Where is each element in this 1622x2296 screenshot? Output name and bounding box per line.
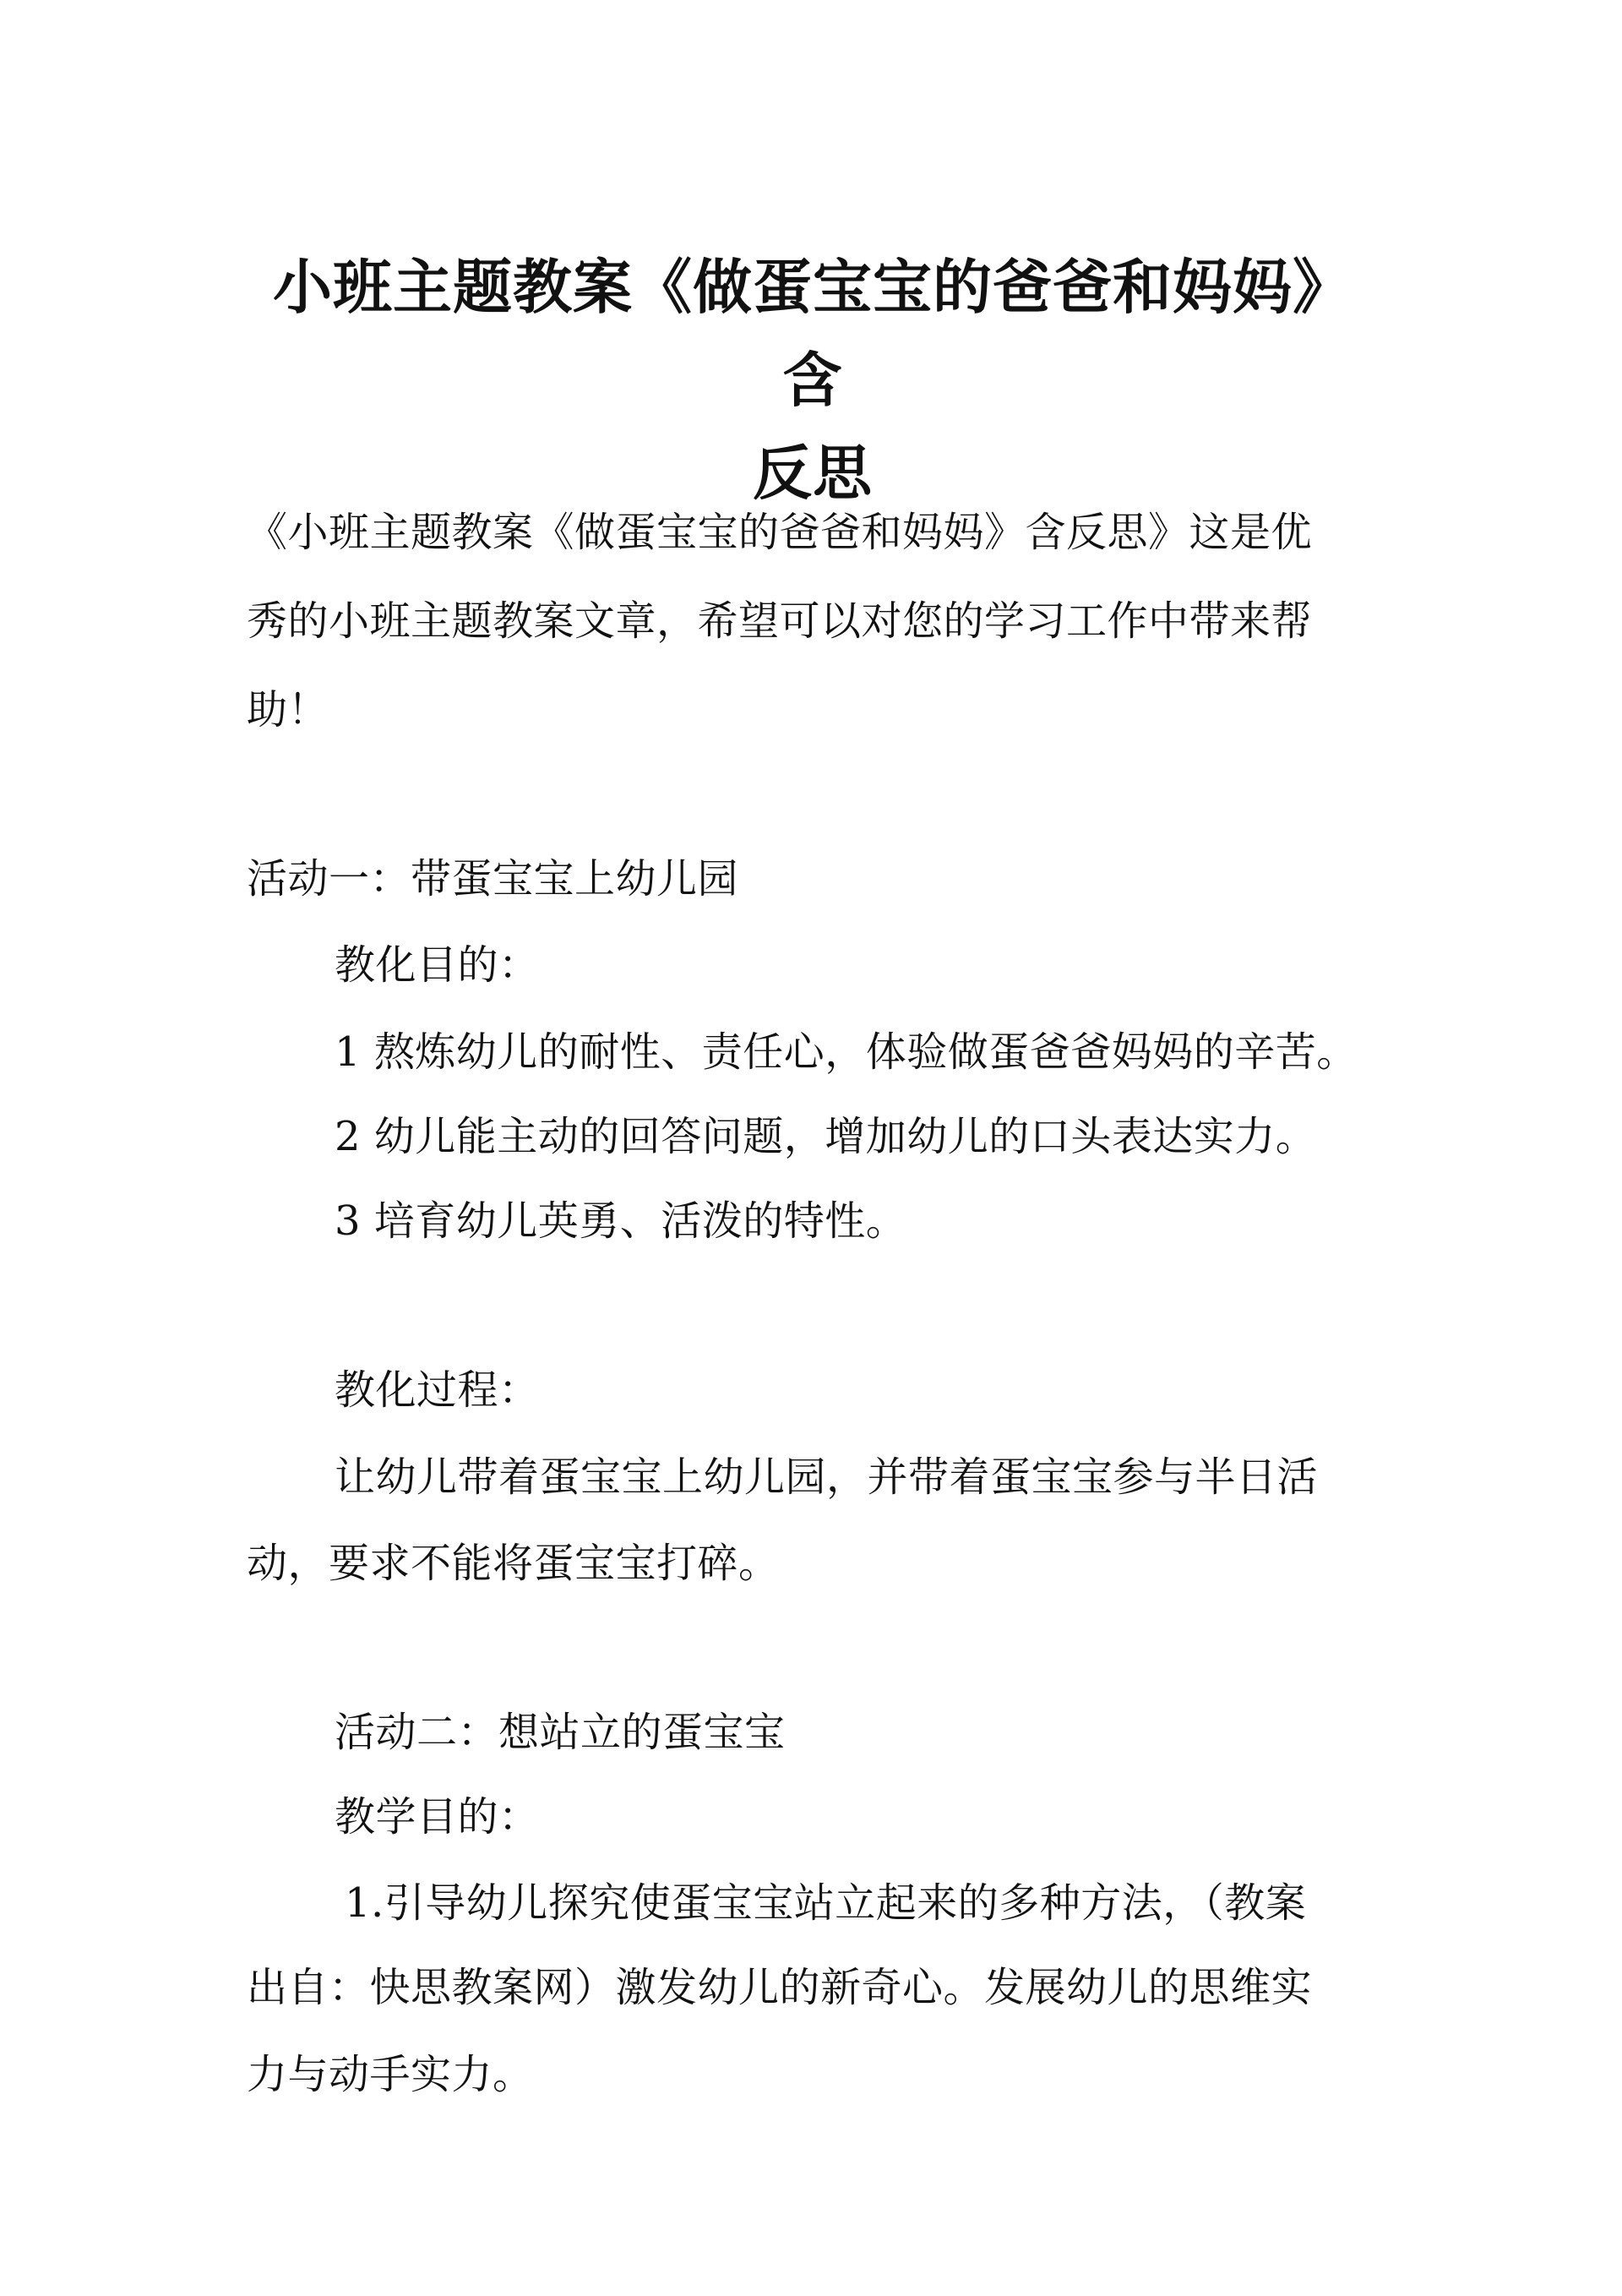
intro-line-1: 《小班主题教案《做蛋宝宝的爸爸和妈妈》含反思》这是优 xyxy=(247,509,1313,556)
intro-line-2: 秀的小班主题教案文章，希望可以对您的学习工作中带来帮 xyxy=(247,597,1313,645)
activity1-goal-3: 3 培育幼儿英勇、活泼的特性。 xyxy=(335,1197,907,1245)
activity2-goal-line-1: 1.引导幼儿探究使蛋宝宝站立起来的多种方法，（教案 xyxy=(345,1879,1307,1927)
title-line-1: 小班主题教案《做蛋宝宝的爸爸和妈妈》含 xyxy=(273,252,1353,415)
activity2-goals-label: 教学目的： xyxy=(335,1793,540,1841)
intro-line-3: 助！ xyxy=(247,686,329,734)
activity1-process-line-2: 动，要求不能将蛋宝宝打碎。 xyxy=(247,1540,780,1587)
activity2-goal-line-2: 出自：快思教案网）激发幼儿的新奇心。发展幼儿的思维实 xyxy=(247,1964,1313,2011)
activity1-goal-2: 2 幼儿能主动的回答问题，增加幼儿的口头表达实力。 xyxy=(335,1113,1317,1160)
activity2-goal-line-3: 力与动手实力。 xyxy=(247,2051,534,2098)
activity1-process-label: 教化过程： xyxy=(335,1366,540,1414)
activity2-heading: 活动二：想站立的蛋宝宝 xyxy=(335,1709,786,1756)
activity1-heading: 活动一：带蛋宝宝上幼儿园 xyxy=(247,855,739,903)
activity1-goals-label: 教化目的： xyxy=(335,941,540,989)
activity1-goal-1: 1 熬炼幼儿的耐性、责任心，体验做蛋爸爸妈妈的辛苦。 xyxy=(335,1028,1358,1076)
activity1-process-line-1: 让幼儿带着蛋宝宝上幼儿园，并带着蛋宝宝参与半日活 xyxy=(335,1453,1319,1501)
document-title xyxy=(247,241,1379,520)
title-line-2: 反思 xyxy=(753,438,873,508)
